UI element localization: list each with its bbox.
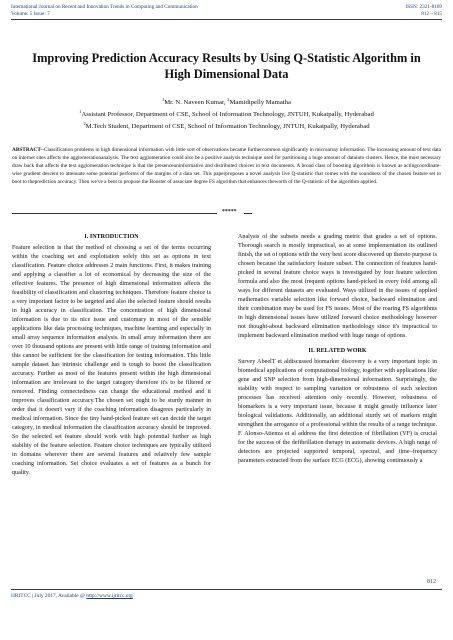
journal-website-link[interactable]: http://www.ijritcc.org	[86, 593, 133, 599]
related-work-heading: II. RELATED WORK	[308, 348, 367, 355]
paper-title: Improving Prediction Accuracy Results by Using Q-Statistic Algorithm in High Dimensional Data	[32, 51, 421, 81]
issn-header	[406, 4, 442, 17]
journal-name: International Journal on Recent and Innovation Trends in Computing and Communication	[11, 4, 198, 10]
page-range: 812 – 815	[421, 10, 442, 17]
footer	[11, 593, 133, 599]
introduction-heading: I. INTRODUCTION	[84, 234, 139, 240]
related-work-text: Survey AbeelT et aldiscussed biomarker discovery is a very important topic in biomedical applications of computational biology, together with applications like gene and SNP selection from high-dimensional information. Surprisingly, the stability with respect to sampling variation or robustness of such selection processes has received attention only recently. However, robustness of biomarkers is a very important issue, because it might greatly influence later biological validations. Additionally, an additional sturdy set of markers might strengthen the arrogance of a professional within the results of a range technique. F. Alonso-Atienza et al address the first detection of fibrillation (VF) is crucial for the success of the defibrillation therapy in automatic devices. A high range of detectors are projected supported temporal, spectral, and time–frequency parameters extracted from the surface ECG (ECG), showing continuously a	[238, 359, 437, 465]
left-column	[12, 233, 211, 478]
footer-text: IJRITCC | July 2017, Available @	[11, 593, 87, 599]
abstract	[12, 146, 441, 186]
abstract-label: ABSTRACT--	[12, 147, 44, 153]
issn: ISSN: 2321-8169	[405, 4, 442, 10]
separator	[12, 209, 441, 217]
page-number: 812	[427, 579, 436, 585]
separator-line-left	[12, 213, 217, 214]
journal-header	[11, 4, 198, 17]
introduction-continued-text: Analysis of the subsets needs a grading metric that grades a set of options. Thorough search is mostly impractical, so at some implementation its outlined finish, the set of options with the very best score discovered up thereto purpose is chosen because the satisfactory feature subset. The connection of features hand-picked in several feature choice ways is investigated by four feature selection formula and also the most frequent options hand-picked in every fold among all ways for different datasets are evaluated. Ways utilized in the issues of applied mathematics variable selection like forward choice, backward elimination and their combination may be used for FS issues. Most of the roaring FS algorithms in high dimensional issues have utilized forward choice methodology however not thought-about backward elimination methodology since it's impractical to implement backward elimination method with huge range of options.	[238, 234, 437, 340]
separator-stars: *****	[222, 209, 237, 215]
introduction-text: Feature selection is that the method of choosing a set of the terms occurring within the coaching set and exploitation solely this set as options in text classification. Feature choice addresses 2 main functions. First, it makes training and applying a classifier a lot of economical by decreasing the size of the effective features. The presence of high dimensional information affects the feasibility of classification and clustering techniques. Therefore feature choice is a very important factor to be targeted and also the selected feature should results in high accuracy in classification. The concentration of high dimensional information is due to its nice issue and customary in most of the sensible applications like data processing techniques, machine learning and especially in small array sequence information analysis. In small array information there are over 10 thousand options are present with little range of training information and this cannot be sufficient for the classification for testing information. This little sample dataset has intrinsic challenge and is tough to boost the classification accuracy. Further as most of the features present within the high dimensional information are irrelevant to the target category therefore it's to be filtered or removed. Finding connectedness can change the educational method and it improves classification accuracy.The chosen set ought to be sturdy manner in order that it doesn't vary if the coaching information disagrees particularly in medical information. Since the tiny hand-picked feature set can decide the target category, in medical information the classification accuracy should be improved. So the selected set feature should work with high potential further as high stability of the feature selection. Feature choice techniques are typically utilized in domains wherever there are several features and relatively few sample coaching information. Set choice evaluates a set of features as a bunch for quality.	[12, 245, 211, 477]
journal-volume: Volume: 5 Issue: 7	[11, 10, 50, 17]
header-rule	[11, 19, 442, 20]
author-names: $^1$Mr. N. Naveen Kumar, $^2$Mamidipelly Mamatha	[162, 97, 291, 107]
footer-rule	[11, 589, 442, 590]
affiliation-2: $^2$M.Tech Student, Department of CSE, School of Information Technology, JNTUH, Kukatpally, Hyderabad	[83, 120, 370, 130]
abstract-text: Classification problems in high dimensional information with little sort of observations became furthercommon significantly in microarray information. The increasing amount of text data on internet sites affects the agglomerationanalysis. The text agglomeration could also be a positive analysis technique used for partitioning a huge amount of datainto clusters. Hence, the most necessary draw back that affects the text agglomeration technique is that the presenceuninformative and distributed choices in text documents. A broad class of boosting algorithms is known as actingcoordinate-wise gradient descent to attenuate some potential performs of the margins of a data set. This paperproposes a novel analysis live Q-statistic that comes with the soundness of the chosen feature set to boot to theprediction accuracy. Then we've a bent to propose the Booster of associate degree FS algorithm that enhances theworth of the Q-statistic of the algorithm applied.	[12, 147, 441, 186]
author-block	[10, 96, 443, 131]
separator-line-right	[244, 213, 252, 214]
right-column	[238, 233, 437, 466]
affiliation-1: $^1$Assistant Professor, Department of CSE, School of Information Technology, JNTUH, Kukatpally, Hyderabad	[79, 108, 374, 119]
